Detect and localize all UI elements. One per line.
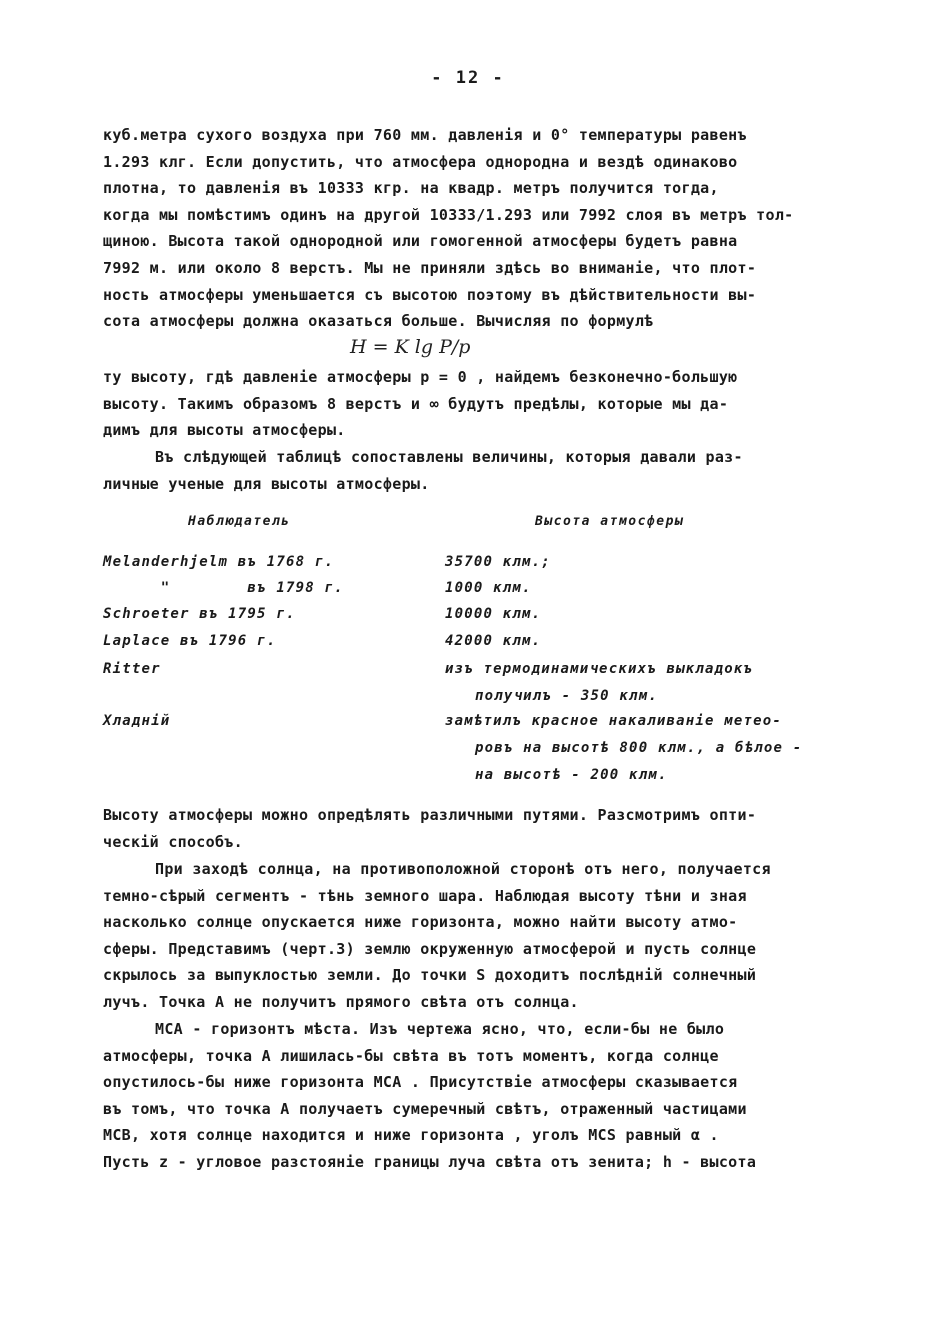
page-number: - 12 - [431, 68, 505, 88]
value-line: 42000 клм. [445, 633, 542, 649]
text-line: атмосферы, точка A лишилась-бы свѣта въ тотъ моментъ, когда солнце [103, 1046, 719, 1065]
table-row-value [445, 656, 865, 710]
table-row-observer: Schroeter въ 1795 г. [103, 606, 296, 622]
formula: H = K lg P/p [350, 336, 471, 358]
text-line: Высоту атмосферы можно опредѣлять различными путями. Разсмотримъ опти- [103, 806, 757, 824]
table-row-value [445, 708, 865, 789]
text-line: когда мы помѣстимъ одинъ на другой 10333/1.293 или 7992 слоя въ метръ тол- [103, 205, 794, 224]
table-header-height: Высота атмосферы [535, 514, 685, 529]
value-line: замѣтилъ красное накаливаніе метео- [445, 713, 783, 729]
table-row-value [445, 549, 865, 576]
text-line: ность атмосферы уменьшается съ высотою поэтому въ дѣйствительности вы- [103, 285, 757, 304]
paragraph-2 [103, 364, 865, 444]
text-line: скрылось за выпуклостью земли. До точки S доходитъ послѣдній солнечный [103, 966, 757, 985]
text-line: MCB, хотя солнце находится и ниже горизонта , уголъ MCS равный α . [103, 1126, 719, 1145]
text-line: высоту. Такимъ образомъ 8 верстъ и ∞ будутъ предѣлы, которые мы да- [103, 394, 729, 413]
table-row-value [445, 628, 865, 655]
table-row-observer: Ritter [103, 661, 161, 677]
text-line: въ томъ, что точка A получаетъ сумеречный свѣтъ, отраженный частицами [103, 1099, 747, 1118]
text-line: лучъ. Точка A не получитъ прямого свѣта отъ солнца. [103, 992, 579, 1011]
text-line: димъ для высоты атмосферы. [103, 421, 346, 440]
value-line: 35700 клм.; [445, 554, 551, 570]
table-row-value [445, 575, 865, 602]
text-line: сота атмосферы должна оказаться больше. Вычисляя по формулѣ [103, 312, 654, 331]
text-line: ту высоту, гдѣ давленіе атмосферы p = 0 , найдемъ безконечно-большую [103, 368, 738, 386]
paragraph-5 [103, 856, 865, 1016]
text-line: щиною. Высота такой однородной или гомогенной атмосферы будетъ равна [103, 232, 738, 251]
text-line: куб.метра сухого воздуха при 760 мм. давленія и 0° температуры равенъ [103, 126, 747, 144]
table-row-observer: Laplace въ 1796 г. [103, 633, 277, 649]
text-line: При заходѣ солнца, на противоположной сторонѣ отъ него, получается [155, 860, 771, 878]
text-line: плотна, то давленія въ 10333 кгр. на квадр. метръ получится тогда, [103, 179, 719, 198]
text-line: MCA - горизонтъ мѣста. Изъ чертежа ясно, что, если-бы не было [155, 1020, 725, 1038]
text-line: Пусть z - угловое разстояніе границы луча свѣта отъ зенита; h - высота [103, 1152, 757, 1171]
paragraph-4 [103, 802, 865, 855]
text-line: ческій способъ. [103, 832, 243, 851]
table-row-observer: Melanderhjelm въ 1768 г. [103, 554, 335, 570]
table-row-value [445, 601, 865, 628]
value-line: получилъ - 350 клм. [475, 688, 658, 704]
paragraph-3 [103, 444, 865, 497]
text-line: личные ученые для высоты атмосферы. [103, 474, 430, 493]
text-line: сферы. Представимъ (черт.3) землю окруженную атмосферой и пусть солнце [103, 939, 757, 958]
text-line: насколько солнце опускается ниже горизонта, можно найти высоту атмо- [103, 913, 738, 932]
text-line: 1.293 клг. Если допустить, что атмосфера однородна и вездѣ одинаково [103, 152, 738, 171]
table-row-observer: Хладній [103, 713, 171, 729]
value-line: 10000 клм. [445, 606, 542, 622]
table-header-observer: Наблюдатель [188, 514, 291, 529]
value-line: ровъ на высотѣ 800 клм., а бѣлое - [475, 740, 803, 756]
text-line: Въ слѣдующей таблицѣ сопоставлены величины, которыя давали раз- [155, 448, 743, 466]
value-line: изъ термодинамическихъ выкладокъ [445, 661, 754, 677]
value-line: на высотѣ - 200 клм. [475, 767, 668, 783]
text-line: опустилось-бы ниже горизонта MCA . Присутствіе атмосферы сказывается [103, 1073, 738, 1092]
paragraph-6 [103, 1016, 865, 1176]
text-line: 7992 м. или около 8 верстъ. Мы не приняли здѣсь во вниманіе, что плот- [103, 258, 757, 277]
text-line: темно-сѣрый сегментъ - тѣнь земного шара. Наблюдая высоту тѣни и зная [103, 886, 747, 905]
table-row-observer: " въ 1798 г. [103, 580, 344, 596]
value-line: 1000 клм. [445, 580, 532, 596]
paragraph-1 [103, 122, 865, 335]
